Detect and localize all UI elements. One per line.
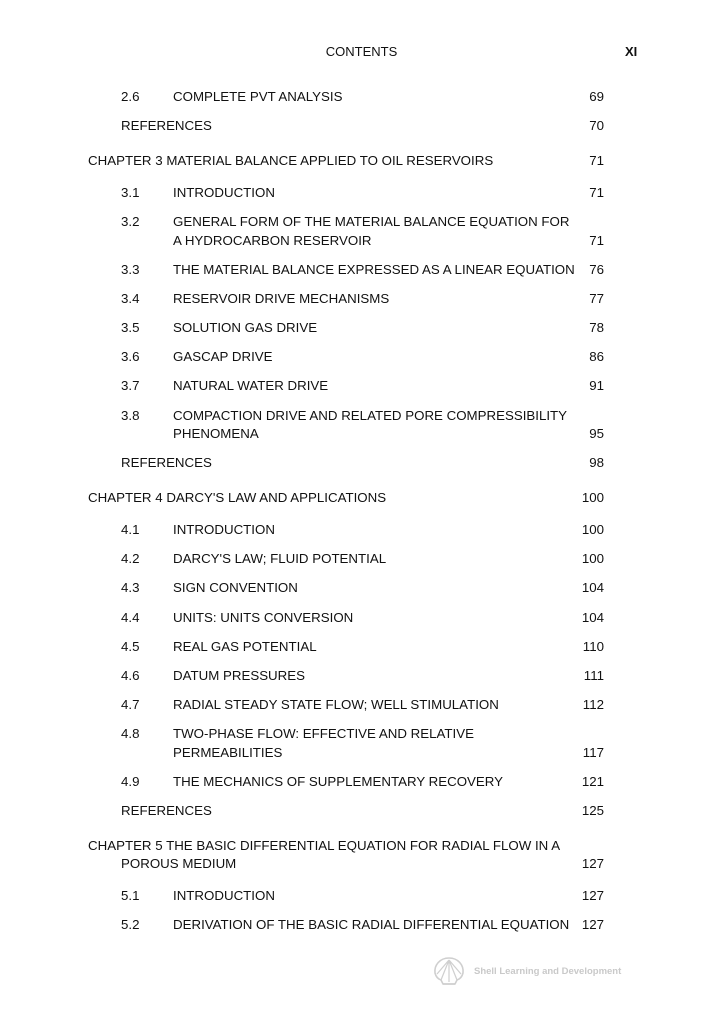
toc-page-number: 71 bbox=[589, 185, 604, 200]
toc-section-number: 4.3 bbox=[121, 580, 140, 595]
toc-section-number: 2.6 bbox=[121, 89, 140, 104]
toc-section-title: DARCY'S LAW; FLUID POTENTIAL bbox=[173, 551, 387, 566]
toc-section-title: SOLUTION GAS DRIVE bbox=[173, 320, 318, 335]
toc-section-title: THE MECHANICS OF SUPPLEMENTARY RECOVERY bbox=[173, 774, 504, 789]
footer-branding bbox=[432, 956, 672, 990]
toc-page-number: 104 bbox=[581, 610, 604, 625]
toc-section-number: 3.4 bbox=[121, 291, 140, 306]
toc-page-number: 111 bbox=[583, 668, 604, 683]
toc-section-title: COMPLETE PVT ANALYSIS bbox=[173, 89, 343, 104]
toc-chapter-title: CHAPTER 5 THE BASIC DIFFERENTIAL EQUATION FOR RADIAL FLOW IN A bbox=[88, 838, 561, 853]
toc-section-number: 3.2 bbox=[121, 214, 140, 229]
toc-section-title-continued: PERMEABILITIES bbox=[173, 745, 283, 760]
toc-section-number: 3.6 bbox=[121, 349, 140, 364]
toc-page-number: 121 bbox=[581, 774, 604, 789]
toc-section-number: 3.1 bbox=[121, 185, 140, 200]
toc-chapter-title-continued: POROUS MEDIUM bbox=[121, 856, 237, 871]
toc-section-number: 3.3 bbox=[121, 262, 140, 277]
toc-section-number: 4.9 bbox=[121, 774, 140, 789]
toc-section-number: 5.2 bbox=[121, 917, 140, 932]
toc-section-title-continued: A HYDROCARBON RESERVOIR bbox=[173, 233, 372, 248]
page-title: CONTENTS bbox=[325, 44, 398, 59]
toc-section-number: 4.4 bbox=[121, 610, 140, 625]
toc-page-number: 104 bbox=[581, 580, 604, 595]
toc-section-title: NATURAL WATER DRIVE bbox=[173, 378, 329, 393]
toc-section-title: SIGN CONVENTION bbox=[173, 580, 298, 595]
toc-section-title: TWO-PHASE FLOW: EFFECTIVE AND RELATIVE bbox=[173, 726, 474, 741]
toc-section-number: 4.2 bbox=[121, 551, 140, 566]
toc-section-title: RESERVOIR DRIVE MECHANISMS bbox=[173, 291, 390, 306]
toc-section-title: UNITS: UNITS CONVERSION bbox=[173, 610, 354, 625]
toc-page-number: 100 bbox=[581, 522, 604, 537]
toc-section-number: 3.5 bbox=[121, 320, 140, 335]
toc-section-title: INTRODUCTION bbox=[173, 185, 275, 200]
toc-section-number: 3.8 bbox=[121, 408, 140, 423]
toc-page-number: 127 bbox=[581, 888, 604, 903]
toc-chapter-title: CHAPTER 4 DARCY'S LAW AND APPLICATIONS bbox=[88, 490, 387, 505]
toc-section-number: 4.6 bbox=[121, 668, 140, 683]
toc-page-number: 117 bbox=[582, 745, 604, 760]
toc-section-title: DATUM PRESSURES bbox=[173, 668, 306, 683]
toc-section-number: 4.1 bbox=[121, 522, 140, 537]
toc-section-number: 4.7 bbox=[121, 697, 140, 712]
toc-page-number: 98 bbox=[589, 455, 604, 470]
page-number: XI bbox=[625, 44, 638, 59]
toc-section-number: 3.7 bbox=[121, 378, 140, 393]
toc-section-title: THE MATERIAL BALANCE EXPRESSED AS A LINEAR EQUATION bbox=[173, 262, 575, 277]
toc-page-number: 71 bbox=[589, 153, 604, 168]
toc-section-number: 4.8 bbox=[121, 726, 140, 741]
toc-section-title: INTRODUCTION bbox=[173, 888, 275, 903]
toc-page-number: 127 bbox=[581, 917, 604, 932]
toc-section-title: GASCAP DRIVE bbox=[173, 349, 273, 364]
toc-page-number: 78 bbox=[589, 320, 604, 335]
toc-page-number: 70 bbox=[589, 118, 604, 133]
toc-page-number: 91 bbox=[589, 378, 604, 393]
toc-section-title: GENERAL FORM OF THE MATERIAL BALANCE EQUATION FOR bbox=[173, 214, 570, 229]
toc-section-title: COMPACTION DRIVE AND RELATED PORE COMPRESSIBILITY bbox=[173, 408, 568, 423]
toc-section-title: INTRODUCTION bbox=[173, 522, 275, 537]
toc-page-number: 77 bbox=[589, 291, 604, 306]
toc-section-title: RADIAL STEADY STATE FLOW; WELL STIMULATION bbox=[173, 697, 499, 712]
toc-page-number: 100 bbox=[581, 490, 604, 505]
toc-page-number: 100 bbox=[581, 551, 604, 566]
toc-section-number: 5.1 bbox=[121, 888, 140, 903]
toc-page-number: 110 bbox=[582, 639, 604, 654]
toc-section-title: REAL GAS POTENTIAL bbox=[173, 639, 317, 654]
toc-page-number: 127 bbox=[581, 856, 604, 871]
toc-section-number: 4.5 bbox=[121, 639, 140, 654]
toc-references: REFERENCES bbox=[121, 118, 212, 133]
toc-references: REFERENCES bbox=[121, 803, 212, 818]
toc-page-number: 112 bbox=[582, 697, 604, 712]
toc-page-number: 69 bbox=[589, 89, 604, 104]
toc-section-title: DERIVATION OF THE BASIC RADIAL DIFFERENTIAL EQUATION bbox=[173, 917, 570, 932]
toc-page-number: 125 bbox=[581, 803, 604, 818]
footer-text: Shell Learning and Development bbox=[474, 966, 622, 977]
toc-section-title-continued: PHENOMENA bbox=[173, 426, 259, 441]
toc-references: REFERENCES bbox=[121, 455, 212, 470]
toc-page-number: 71 bbox=[589, 233, 604, 248]
toc-page-number: 86 bbox=[589, 349, 604, 364]
toc-chapter-title: CHAPTER 3 MATERIAL BALANCE APPLIED TO OIL RESERVOIRS bbox=[88, 153, 494, 168]
toc-page-number: 76 bbox=[589, 262, 604, 277]
shell-pecten-icon bbox=[432, 956, 466, 986]
toc-page-number: 95 bbox=[589, 426, 604, 441]
